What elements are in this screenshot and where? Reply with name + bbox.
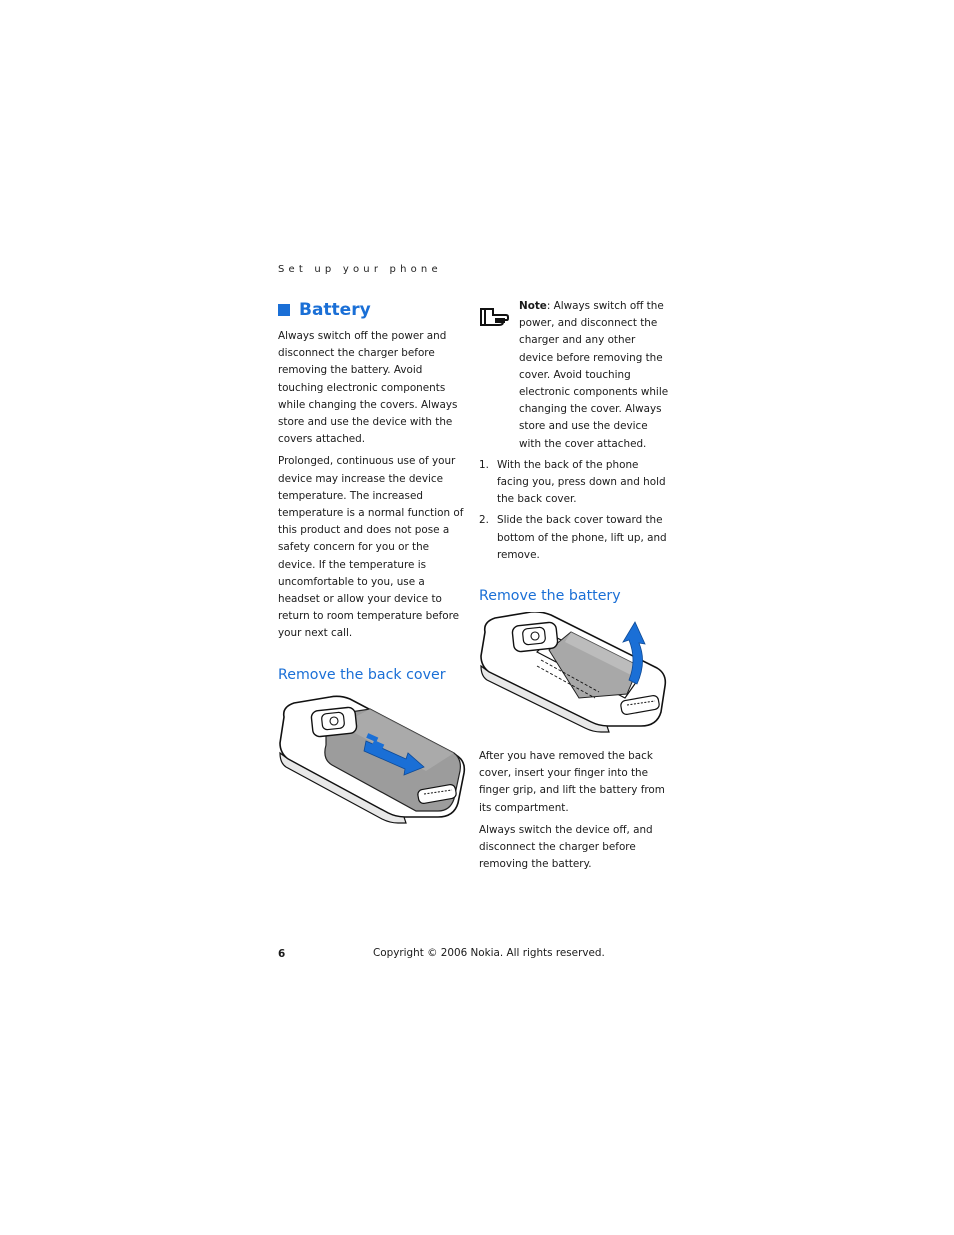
phone-battery-illustration: [479, 612, 669, 740]
note-text: : Always switch off the power, and disconnect the charger and any other device before removing the cover. Avoid touching electronic components while changing the cover. Always store and use the device with the cover attached.: [519, 300, 669, 450]
step-number: 1.: [479, 458, 489, 471]
phone-back-cover-illustration: [278, 695, 468, 825]
square-bullet-icon: [278, 304, 290, 316]
running-header: Set up your phone: [278, 264, 442, 275]
battery-paragraph-1: Always switch off the power and disconnect the charger before removing the battery. Avoid touching electronic components while changing the covers. Always store and use the device with the covers attached.: [278, 330, 458, 446]
step-number: 2.: [479, 514, 489, 527]
left-column: [278, 298, 468, 825]
remove-battery-heading: Remove the battery: [479, 588, 621, 605]
battery-removal-paragraph-2: Always switch the device off, and disconnect the charger before removing the battery.: [479, 823, 653, 871]
battery-paragraph-2: Prolonged, continuous use of your device may increase the device temperature. The increased temperature is a normal function of this product and does not pose a safety concern for you or the device. If the temperature is uncomfortable to you, use a headset or allow your device to return to room temperature before your next call.: [278, 455, 464, 640]
note-block: [479, 298, 669, 453]
copyright-notice: Copyright © 2006 Nokia. All rights reserved.: [373, 947, 605, 959]
note-paragraph: [519, 298, 669, 453]
right-column: [479, 298, 669, 878]
battery-heading: [278, 298, 468, 322]
list-item: [479, 457, 669, 509]
note-label: Note: [519, 300, 547, 312]
list-item: [479, 512, 669, 564]
remove-back-cover-heading: Remove the back cover: [278, 666, 446, 683]
steps-list: [479, 457, 669, 564]
page-number: 6: [278, 948, 286, 960]
step-text: Slide the back cover toward the bottom of the phone, lift up, and remove.: [497, 514, 667, 561]
step-text: With the back of the phone facing you, press down and hold the back cover.: [497, 458, 666, 506]
note-hand-icon: [479, 306, 509, 328]
battery-heading-text: Battery: [299, 300, 371, 320]
battery-removal-paragraph-1: After you have removed the back cover, insert your finger into the finger grip, and lift the battery from its compartment.: [479, 750, 665, 814]
